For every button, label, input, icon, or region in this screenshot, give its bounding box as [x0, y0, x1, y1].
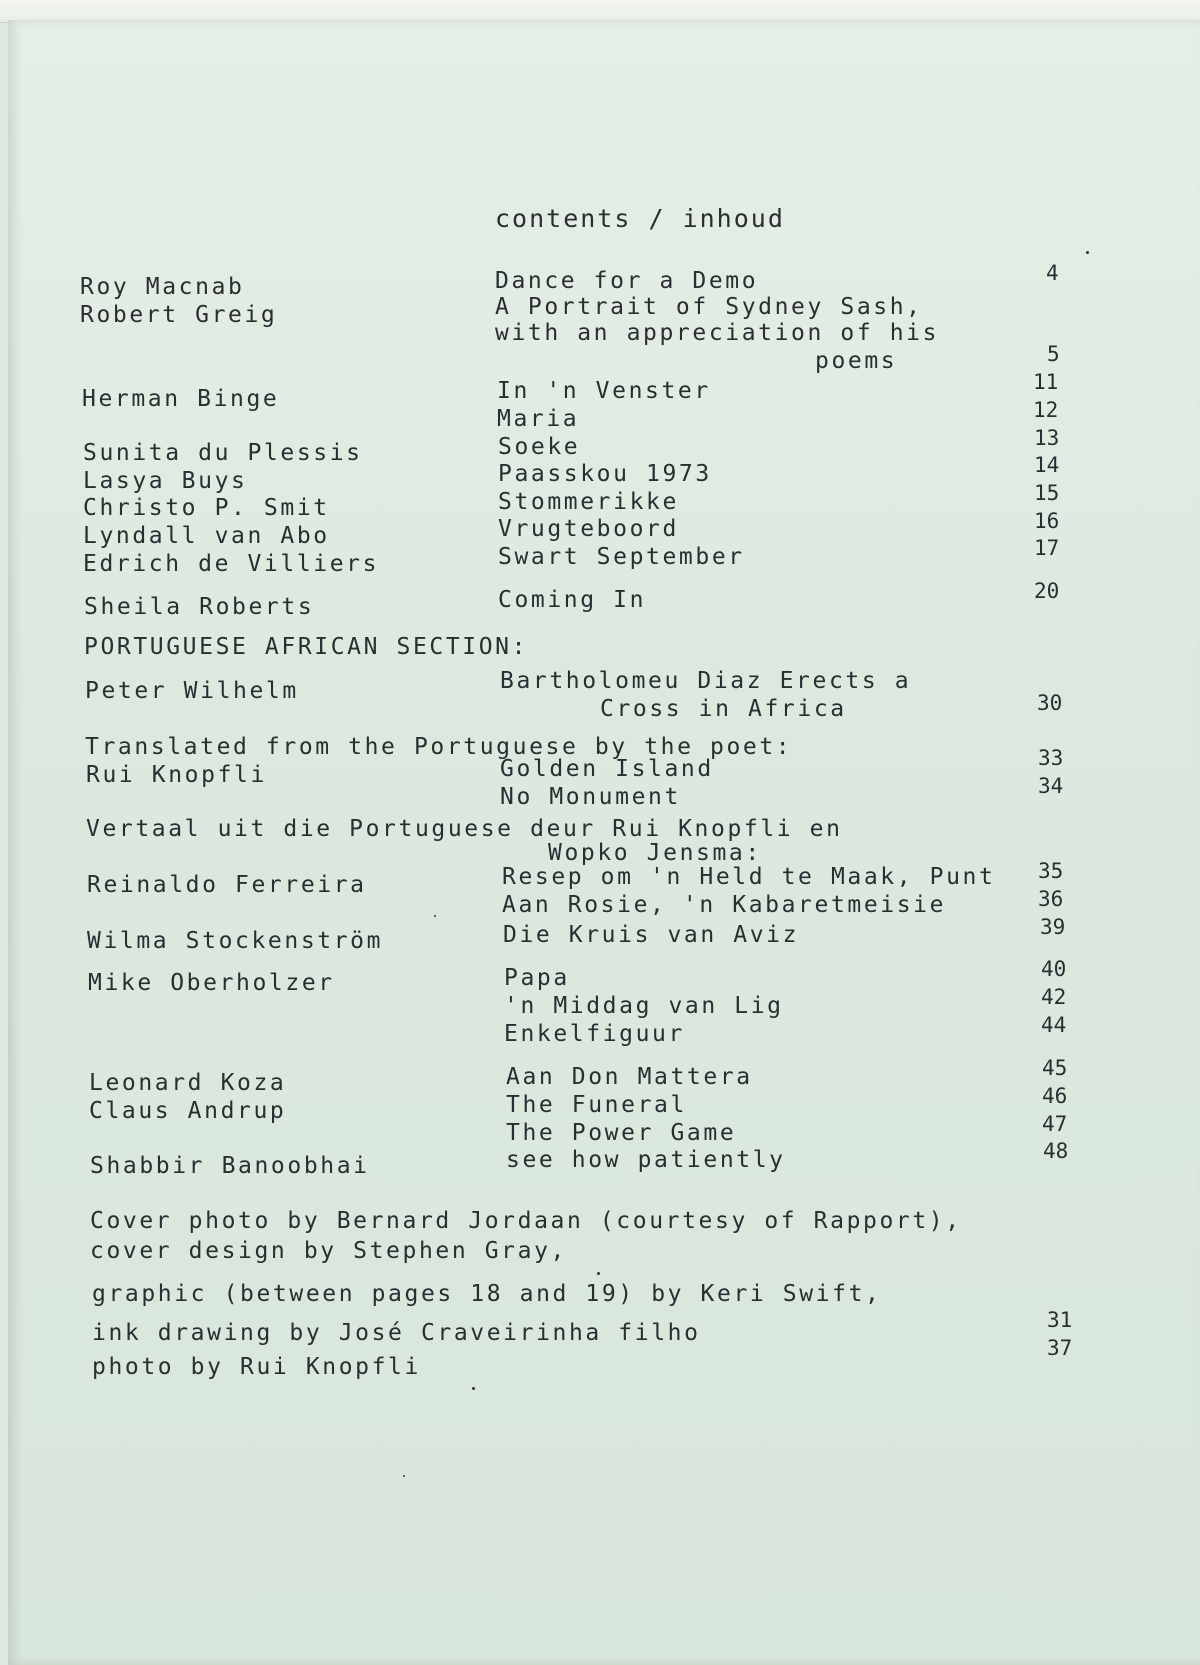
entry-title: Swart September — [498, 544, 745, 570]
entry-title: Paasskou 1973 — [498, 461, 712, 487]
entry-page: 39 — [1040, 915, 1066, 939]
credit-line: graphic (between pages 18 and 19) by Keri Swift, — [92, 1281, 882, 1307]
credit-page: 31 — [1047, 1308, 1073, 1332]
entry-page: 45 — [1042, 1056, 1068, 1080]
entry-title: Vrugteboord — [498, 516, 679, 542]
entry-author: Roy Macnab — [80, 274, 245, 300]
entry-title: Golden Island — [500, 756, 714, 782]
entry-title: In 'n Venster — [497, 378, 711, 404]
credit-line: ink drawing by José Craveirinha filho — [92, 1320, 701, 1346]
entry-title: poems — [815, 348, 898, 374]
entry-title: Coming In — [498, 587, 647, 613]
entry-author: Wilma Stockenström — [87, 928, 384, 954]
entry-title: with an appreciation of his — [495, 320, 940, 346]
entry-author: Claus Andrup — [89, 1098, 287, 1124]
entry-title: Soeke — [498, 434, 581, 460]
ink-speck — [472, 1387, 475, 1390]
entry-title: 'n Middag van Lig — [504, 993, 784, 1019]
entry-page: 13 — [1034, 426, 1060, 450]
entry-title: see how patiently — [506, 1147, 786, 1173]
ink-speck — [1086, 251, 1089, 254]
entry-page: 4 — [1046, 261, 1059, 285]
credit-page: 37 — [1047, 1336, 1073, 1360]
entry-title: Maria — [497, 406, 580, 432]
entry-title: Die Kruis van Aviz — [503, 922, 800, 948]
ink-speck — [403, 1475, 405, 1477]
entry-author: Robert Greig — [80, 302, 278, 328]
entry-page: 48 — [1043, 1139, 1069, 1163]
entry-author: Rui Knopfli — [86, 762, 267, 788]
section-heading: PORTUGUESE AFRICAN SECTION: — [84, 634, 529, 660]
credit-line: photo by Rui Knopfli — [92, 1354, 421, 1380]
entry-author: Herman Binge — [82, 386, 280, 412]
entry-author: Edrich de Villiers — [83, 551, 380, 577]
entry-page: 17 — [1034, 536, 1060, 560]
entry-page: 30 — [1037, 691, 1063, 715]
entry-page: 33 — [1038, 746, 1064, 770]
entry-title: The Power Game — [506, 1120, 737, 1146]
entry-author: Peter Wilhelm — [85, 678, 299, 704]
translation-note: Wopko Jensma: — [548, 840, 762, 866]
entry-title: Bartholomeu Diaz Erects a — [500, 668, 912, 694]
entry-page: 20 — [1034, 579, 1060, 603]
entry-title: Papa — [504, 965, 570, 991]
entry-title: Cross in Africa — [600, 696, 847, 722]
entry-author: Sunita du Plessis — [83, 440, 363, 466]
credit-line: Cover photo by Bernard Jordaan (courtesy of Rapport), — [90, 1208, 962, 1234]
entry-page: 44 — [1041, 1013, 1067, 1037]
entry-author: Mike Oberholzer — [88, 970, 335, 996]
ink-speck — [434, 915, 436, 917]
entry-author: Reinaldo Ferreira — [87, 872, 367, 898]
entry-page: 11 — [1033, 370, 1059, 394]
credit-line: cover design by Stephen Gray, — [90, 1238, 567, 1264]
translation-note: Translated from the Portuguese by the poet: — [85, 734, 793, 760]
entry-author: Lasya Buys — [83, 468, 248, 494]
entry-page: 5 — [1047, 342, 1060, 366]
entry-page: 46 — [1042, 1084, 1068, 1108]
entry-page: 15 — [1034, 481, 1060, 505]
entry-page: 14 — [1034, 453, 1060, 477]
entry-author: Christo P. Smit — [83, 495, 330, 521]
entry-author: Leonard Koza — [89, 1070, 287, 1096]
entry-page: 16 — [1034, 509, 1060, 533]
entry-author: Lyndall van Abo — [83, 523, 330, 549]
entry-page: 12 — [1033, 398, 1059, 422]
entry-title: No Monument — [500, 784, 681, 810]
page-title: contents / inhoud — [495, 204, 785, 233]
entry-title: Stommerikke — [498, 489, 679, 515]
entry-page: 40 — [1041, 957, 1067, 981]
entry-title: A Portrait of Sydney Sash, — [495, 294, 923, 320]
entry-author: Shabbir Banoobhai — [90, 1153, 370, 1179]
entry-title: The Funeral — [506, 1092, 687, 1118]
entry-title: Dance for a Demo — [495, 268, 759, 294]
entry-author: Sheila Roberts — [84, 594, 315, 620]
entry-title: Aan Rosie, 'n Kabaretmeisie — [502, 892, 947, 918]
entry-title: Aan Don Mattera — [506, 1064, 753, 1090]
entry-page: 34 — [1038, 774, 1064, 798]
entry-page: 42 — [1041, 985, 1067, 1009]
entry-title: Resep om 'n Held te Maak, Punt — [502, 864, 996, 890]
ink-speck — [597, 1272, 600, 1275]
entry-page: 35 — [1038, 859, 1064, 883]
entry-page: 36 — [1038, 887, 1064, 911]
translation-note: Vertaal uit die Portuguese deur Rui Knopfli en — [86, 816, 843, 842]
entry-title: Enkelfiguur — [504, 1021, 685, 1047]
entry-page: 47 — [1042, 1112, 1068, 1136]
